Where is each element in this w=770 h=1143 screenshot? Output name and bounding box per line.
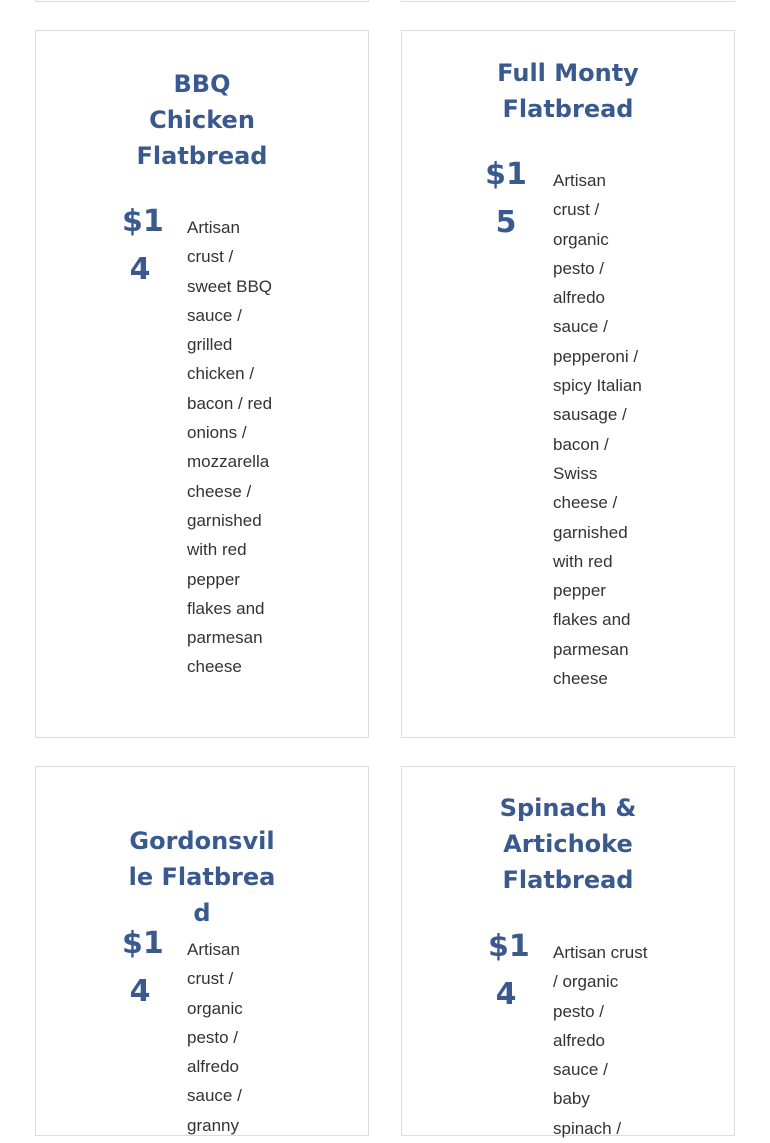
menu-item-price: $14 <box>122 926 164 1009</box>
previous-card-left-edge <box>35 0 369 2</box>
previous-card-right-edge <box>401 0 735 2</box>
menu-card-full-monty <box>401 30 735 738</box>
menu-item-price: $15 <box>485 157 527 240</box>
menu-item-description: Artisan crust / organic pesto / alfredo sauce / pepperoni / spicy Italian sausage / bacon / Swiss cheese / garnished with red pepper flakes and parmesan cheese <box>553 171 642 689</box>
menu-item-description: Artisan crust / sweet BBQ sauce / grilled chicken / bacon / red onions / mozzarella cheese / garnished with red pepper flakes and parmesan cheese <box>187 218 273 677</box>
menu-card-spinach-artichoke <box>401 766 735 1136</box>
menu-item-title: Gordonsville Flatbread <box>128 827 276 927</box>
menu-item-title: BBQ Chicken Flatbread <box>136 70 268 170</box>
menu-item-title: Spinach & Artichoke Flatbread <box>499 794 637 894</box>
menu-item-price: $14 <box>488 929 530 1012</box>
menu-item-price: $14 <box>122 204 164 287</box>
menu-card-gordonsville <box>35 766 369 1136</box>
menu-item-description: Artisan crust / organic pesto / alfredo sauce / baby spinach / <box>553 943 648 1138</box>
menu-card-bbq-chicken <box>35 30 369 738</box>
menu-item-description: Artisan crust / organic pesto / alfredo sauce / granny <box>187 940 243 1135</box>
menu-item-title: Full Monty Flatbread <box>497 59 639 123</box>
